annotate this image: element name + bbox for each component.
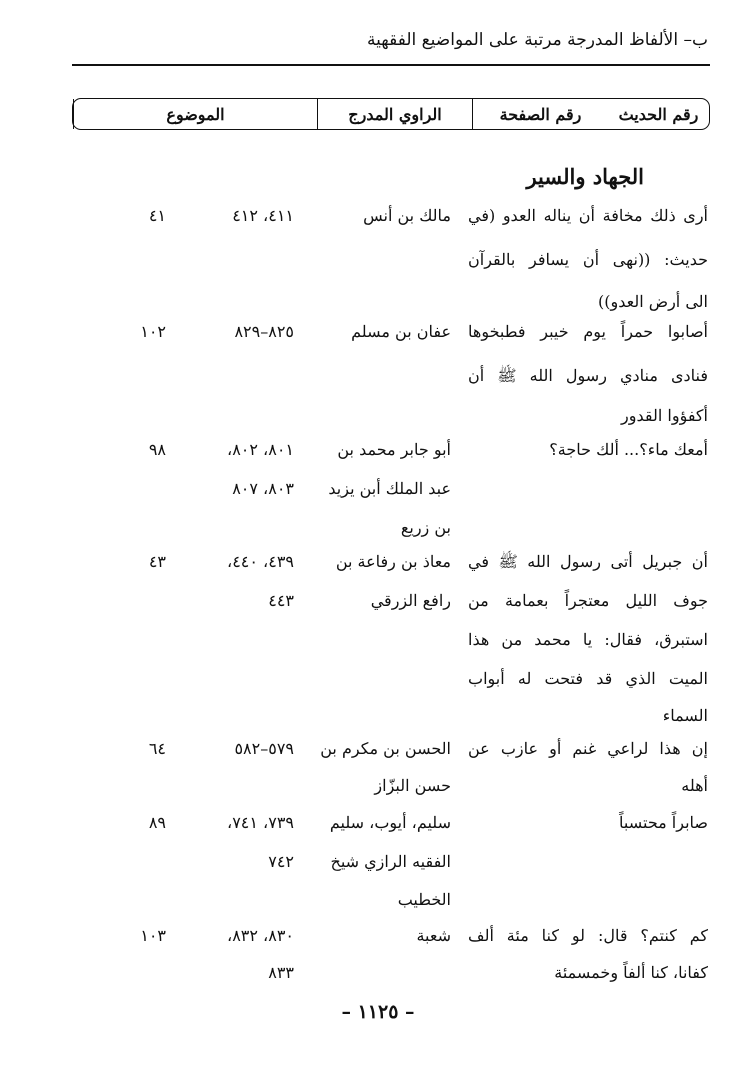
entry-narrator-line: أبو جابر محمد بن [337,440,451,459]
entry-hadith-number: ٩٨ [148,440,166,459]
entry-subject-line: كفانا، كنا ألفاً وخمسمئة [554,963,708,982]
page-number: – ١١٢٥ – [341,1001,415,1023]
entry-subject-line: حديث: ((نهى أن يسافر بالقرآن [468,250,708,269]
entry-subject-line: أن جبريل أتى رسول الله ﷺ في [468,552,708,571]
entry-hadith-number: ٨٩ [148,813,166,832]
entry-subject-line: استبرق، فقال: يا محمد من هذا [468,630,708,649]
entry-page-line: ٧٤٢ [268,852,294,871]
entry-narrator-line: الحسن بن مكرم بن [320,739,451,758]
entry-hadith-number: ٤١ [148,206,166,225]
entry-hadith-number: ١٠٣ [140,926,166,945]
column-header-page: رقم الصفحة [472,99,608,129]
entry-subject-line: أصابوا حمراً يوم خيبر فطبخوها [468,322,708,341]
entry-page-line: ٨٢٥–٨٢٩ [234,322,294,341]
entry-subject-line: إن هذا لراعي غنم أو عازب عن [468,739,708,758]
entry-narrator-line: مالك بن أنس [363,206,451,225]
entry-page-line: ٤٤٣ [268,591,294,610]
top-rule [72,64,710,66]
entry-subject-line: الى أرض العدو)) [598,292,708,311]
entry-subject-line: فنادى منادي رسول الله ﷺ أن [468,366,708,385]
entry-page-line: ٨٣٣ [268,963,294,982]
column-header-bar [72,98,710,130]
entry-narrator-line: سليم، أيوب، سليم [329,813,451,832]
entry-narrator-line: رافع الزرقي [370,591,451,610]
column-header-hadith: رقم الحديث [618,104,699,124]
entry-hadith-number: ١٠٢ [140,322,166,341]
entry-narrator-line: حسن البزّاز [374,776,451,795]
entry-narrator-line: شعبة [416,926,451,945]
entry-narrator-line: الفقيه الرازي شيخ [330,852,451,871]
entry-page-line: ٥٧٩–٥٨٢ [234,739,294,758]
entry-subject-line: أرى ذلك مخافة أن يناله العدو (في [468,206,708,225]
column-header-narrator: الراوي المدرج [317,99,472,129]
entry-narrator-line: بن زريع [400,518,451,537]
entry-page-line: ٤٣٩، ٤٤٠، [227,552,294,571]
entry-page-line: ٧٣٩، ٧٤١، [227,813,294,832]
entry-subject-line: كم كنتم؟ قال: لو كنا مئة ألف [468,926,708,945]
entry-subject-line: جوف الليل معتجراً بعمامة من [468,591,708,610]
entry-page-line: ٤١١، ٤١٢ [232,206,294,225]
entry-subject-line: الميت الذي قد فتحت له أبواب [468,669,708,688]
entry-subject-line: السماء [662,706,708,725]
running-head: ب– الألفاظ المدرجة مرتبة على المواضيع الفقهية [367,30,708,50]
entry-hadith-number: ٤٣ [148,552,166,571]
entry-page-line: ٨٠١، ٨٠٢، [227,440,294,459]
column-header-subject: الموضوع [73,99,317,129]
entry-subject-line: أكفؤوا القدور [621,406,708,425]
entry-narrator-line: عبد الملك أبن يزيد [328,479,451,498]
entry-page-line: ٨٣٠، ٨٣٢، [227,926,294,945]
entry-narrator-line: الخطيب [397,890,451,909]
entry-page-line: ٨٠٣، ٨٠٧ [232,479,294,498]
entry-hadith-number: ٦٤ [148,739,166,758]
entry-narrator-line: معاذ بن رفاعة بن [335,552,451,571]
entry-subject-line: أهله [681,776,708,795]
section-title: الجهاد والسير [526,164,644,189]
entry-subject-line: أمعك ماء؟... ألك حاجة؟ [549,440,708,459]
entry-subject-line: صابراً محتسباً [619,813,708,832]
entry-narrator-line: عفان بن مسلم [351,322,451,341]
